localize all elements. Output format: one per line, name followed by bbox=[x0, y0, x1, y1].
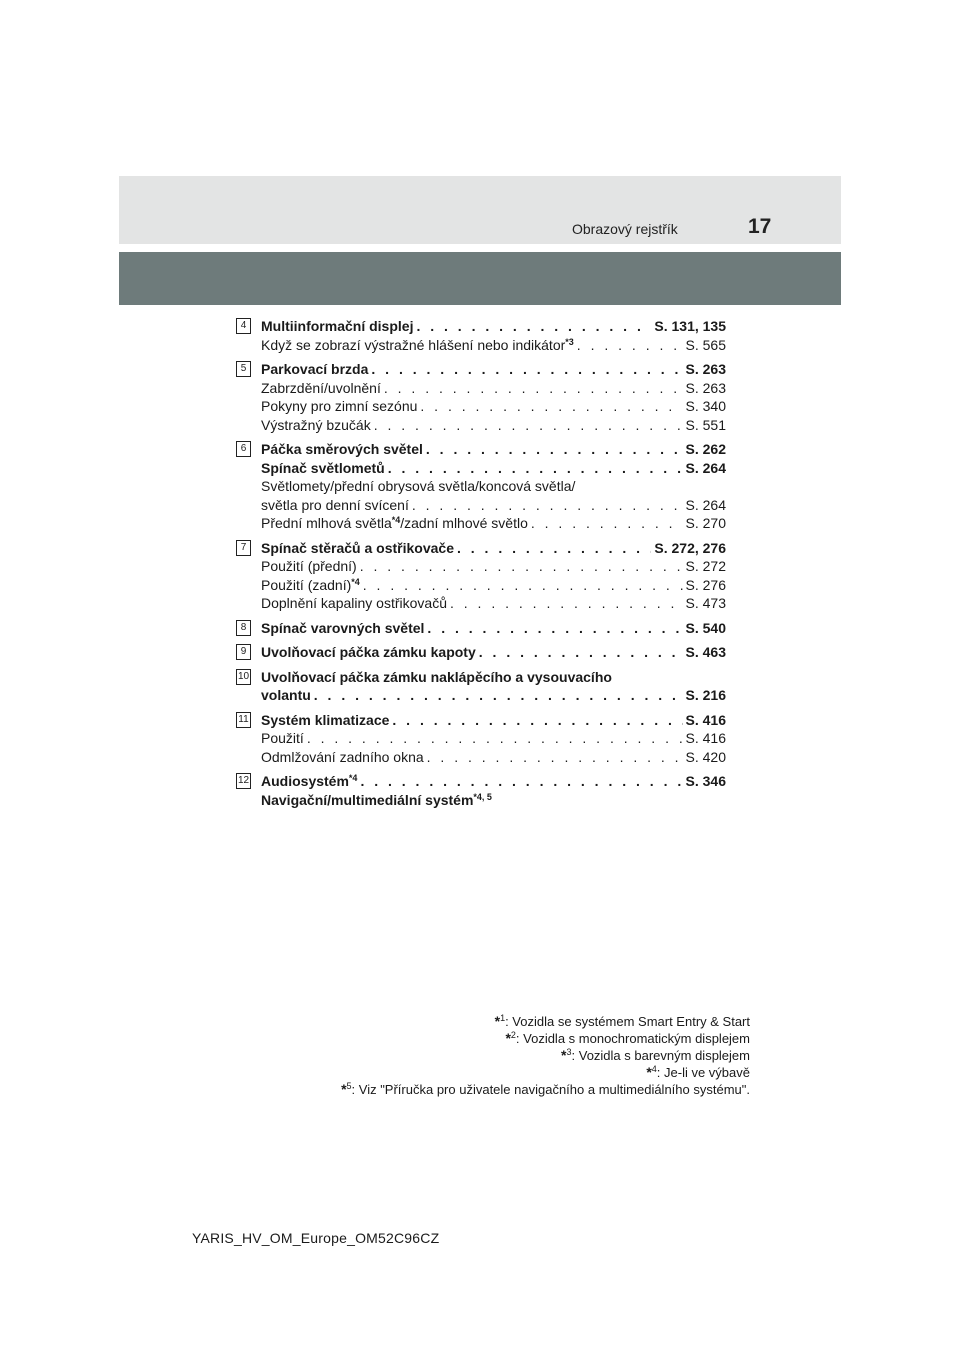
index-section bbox=[236, 360, 726, 434]
entry-text: Parkovací brzda bbox=[261, 361, 369, 377]
entry-text: Použití (zadní) bbox=[261, 576, 352, 593]
leader-dots bbox=[360, 772, 682, 791]
entry-text: Výstražný bzučák bbox=[261, 416, 371, 433]
entry-label bbox=[261, 317, 413, 336]
index-entry[interactable] bbox=[261, 643, 726, 662]
leader-dots bbox=[427, 619, 682, 638]
entry-label bbox=[261, 514, 528, 533]
page-number: 17 bbox=[748, 215, 772, 238]
index-entry[interactable] bbox=[261, 711, 726, 730]
index-subentry[interactable] bbox=[261, 496, 726, 515]
footnote-text: : Vozidla s barevným displejem bbox=[571, 1048, 750, 1063]
entry-label bbox=[261, 539, 454, 558]
leader-dots bbox=[416, 317, 651, 336]
page-reference: S. 216 bbox=[685, 687, 726, 703]
page-reference: S. 263 bbox=[685, 361, 726, 377]
footnote-text: : Je-li ve výbavě bbox=[656, 1065, 750, 1080]
page-reference: S. 262 bbox=[685, 441, 726, 457]
footnote-asterisk: * bbox=[505, 1030, 511, 1046]
index-section bbox=[236, 440, 726, 533]
page-reference: S. 473 bbox=[685, 595, 726, 611]
entry-text: Uvolňovací páčka zámku naklápěcího a vysouvacího bbox=[261, 668, 612, 685]
footnote-text: : Vozidla s monochromatickým displejem bbox=[515, 1031, 750, 1046]
header-band bbox=[119, 176, 841, 244]
entry-text: Použití bbox=[261, 730, 304, 746]
index-entry[interactable] bbox=[261, 360, 726, 379]
entry-text: Multiinformační displej bbox=[261, 318, 414, 334]
entry-label bbox=[261, 496, 409, 515]
entry-text: Pokyny pro zimní sezónu bbox=[261, 398, 418, 414]
entry-label bbox=[261, 477, 575, 496]
entry-label bbox=[261, 336, 574, 355]
footnote-ref: *4 bbox=[348, 773, 358, 783]
leader-dots bbox=[531, 514, 683, 533]
footnote-number: 2 bbox=[510, 1030, 516, 1040]
entry-label bbox=[261, 729, 304, 748]
footnote bbox=[341, 1081, 750, 1098]
entry-text: Spínač varovných světel bbox=[261, 619, 425, 636]
index-subentry[interactable] bbox=[261, 379, 726, 398]
page-reference: S. 551 bbox=[685, 416, 726, 433]
leader-dots bbox=[307, 729, 683, 748]
leader-dots bbox=[371, 360, 682, 379]
index-entry[interactable] bbox=[261, 668, 726, 687]
entry-text: Uvolňovací páčka zámku kapoty bbox=[261, 644, 476, 660]
section-number-badge: 9 bbox=[236, 644, 251, 660]
entry-label bbox=[261, 360, 368, 379]
document-code: YARIS_HV_OM_Europe_OM52C96CZ bbox=[192, 1230, 440, 1246]
footnote bbox=[341, 1030, 750, 1047]
entry-label bbox=[261, 711, 389, 730]
footnote bbox=[341, 1047, 750, 1064]
leader-dots bbox=[412, 496, 683, 515]
page-reference: S. 416 bbox=[685, 730, 726, 746]
section-number-badge: 8 bbox=[236, 620, 251, 636]
entry-text: Doplnění kapaliny ostřikovačů bbox=[261, 595, 447, 611]
index-entry[interactable] bbox=[261, 619, 726, 638]
entry-text: Zabrzdění/uvolnění bbox=[261, 379, 381, 396]
entry-text: volantu bbox=[261, 687, 311, 703]
entry-label bbox=[261, 440, 423, 459]
index-subentry[interactable] bbox=[261, 557, 726, 576]
footnote bbox=[341, 1013, 750, 1030]
page-reference: S. 276 bbox=[685, 576, 726, 593]
footnote-text: : Viz "Příručka pro uživatele navigačního a multimediálního systému". bbox=[351, 1082, 750, 1097]
page-reference: S. 272 bbox=[685, 558, 726, 574]
entry-text: Světlomety/přední obrysová světla/koncová světla/ bbox=[261, 478, 576, 494]
index-subentry[interactable] bbox=[261, 397, 726, 416]
entry-label bbox=[261, 557, 357, 576]
leader-dots bbox=[457, 539, 651, 558]
index-subentry[interactable] bbox=[261, 748, 726, 767]
index-subentry[interactable] bbox=[261, 594, 726, 613]
leader-dots bbox=[392, 711, 682, 730]
entry-text: Páčka směrových světel bbox=[261, 441, 423, 457]
footnote-number: 4 bbox=[651, 1064, 657, 1074]
section-number-badge: 11 bbox=[236, 712, 251, 728]
page-reference: S. 264 bbox=[685, 459, 726, 476]
index-entry[interactable] bbox=[261, 772, 726, 791]
entry-label bbox=[261, 791, 492, 810]
index-subentry[interactable] bbox=[261, 576, 726, 595]
page-reference: S. 346 bbox=[685, 773, 726, 789]
index-section bbox=[236, 317, 726, 354]
leader-dots bbox=[450, 594, 683, 613]
footnote-number: 3 bbox=[566, 1047, 572, 1057]
index-entry[interactable] bbox=[261, 459, 726, 478]
entry-label bbox=[261, 459, 385, 478]
leader-dots bbox=[479, 643, 683, 662]
page-reference: S. 540 bbox=[685, 619, 726, 636]
entry-label bbox=[261, 594, 447, 613]
page-reference: S. 565 bbox=[685, 336, 726, 353]
entry-label bbox=[261, 397, 417, 416]
section-number-badge: 4 bbox=[236, 318, 251, 334]
entry-label bbox=[261, 416, 371, 435]
page-reference: S. 131, 135 bbox=[654, 318, 726, 334]
leader-dots bbox=[374, 416, 683, 435]
footnote-asterisk: * bbox=[341, 1081, 347, 1097]
section-number-badge: 5 bbox=[236, 361, 251, 377]
leader-dots bbox=[427, 748, 683, 767]
section-number-badge: 7 bbox=[236, 540, 251, 556]
page-reference: S. 264 bbox=[685, 496, 726, 513]
page-reference: S. 463 bbox=[685, 644, 726, 660]
entry-label bbox=[261, 686, 311, 705]
index-subentry[interactable] bbox=[261, 729, 726, 748]
leader-dots bbox=[577, 336, 683, 355]
index-entry[interactable] bbox=[261, 791, 726, 810]
index-entry[interactable] bbox=[261, 440, 726, 459]
entry-text: Spínač stěračů a ostřikovače bbox=[261, 539, 454, 556]
leader-dots bbox=[363, 576, 683, 595]
entry-text: Systém klimatizace bbox=[261, 711, 390, 728]
index-section bbox=[236, 711, 726, 767]
page-reference: S. 340 bbox=[685, 398, 726, 414]
footnote bbox=[341, 1064, 750, 1081]
index-entry[interactable] bbox=[261, 539, 726, 558]
index-section bbox=[236, 643, 726, 662]
page-reference: S. 416 bbox=[685, 711, 726, 728]
section-number-badge: 12 bbox=[236, 773, 251, 789]
entry-label bbox=[261, 668, 612, 687]
index-subentry[interactable] bbox=[261, 416, 726, 435]
leader-dots bbox=[426, 440, 683, 459]
section-number-badge: 10 bbox=[236, 669, 251, 685]
entry-label bbox=[261, 576, 360, 595]
index-section bbox=[236, 539, 726, 613]
entry-text: Přední mlhová světla bbox=[261, 515, 392, 531]
leader-dots bbox=[420, 397, 682, 416]
footnote-ref: *4 bbox=[351, 576, 360, 587]
entry-text: Spínač světlometů bbox=[261, 459, 385, 476]
footnote-ref: *4 bbox=[391, 515, 401, 525]
index-subentry[interactable] bbox=[261, 336, 726, 355]
entry-text: Použití (přední) bbox=[261, 558, 357, 574]
index-subentry[interactable] bbox=[261, 514, 726, 533]
page-reference: S. 263 bbox=[685, 379, 726, 396]
footnote-text: : Vozidla se systémem Smart Entry & Start bbox=[505, 1014, 750, 1029]
entry-label bbox=[261, 643, 476, 662]
entry-text-continued: /zadní mlhové světlo bbox=[400, 515, 528, 531]
index-entry[interactable] bbox=[261, 317, 726, 336]
section-number-badge: 6 bbox=[236, 441, 251, 457]
page-reference: S. 420 bbox=[685, 748, 726, 765]
leader-dots bbox=[314, 686, 683, 705]
index-entry[interactable] bbox=[261, 686, 726, 705]
entry-label bbox=[261, 619, 424, 638]
entry-text: Když se zobrazí výstražné hlášení nebo indikátor bbox=[261, 336, 566, 353]
index-section bbox=[236, 619, 726, 638]
entry-label bbox=[261, 748, 424, 767]
footnote-number: 1 bbox=[500, 1013, 506, 1023]
entry-label bbox=[261, 772, 357, 791]
footnote-asterisk: * bbox=[494, 1013, 501, 1029]
index-list bbox=[236, 317, 726, 815]
entry-label bbox=[261, 379, 381, 398]
entry-text: světla pro denní svícení bbox=[261, 496, 409, 513]
leader-dots bbox=[388, 459, 683, 478]
footnote-ref: *4, 5 bbox=[473, 791, 492, 802]
leader-dots bbox=[360, 557, 683, 576]
page-reference: S. 270 bbox=[685, 515, 726, 531]
footnote-ref: *3 bbox=[565, 336, 574, 347]
footnote-asterisk: * bbox=[561, 1047, 567, 1063]
entry-text: Navigační/multimediální systém bbox=[261, 791, 474, 808]
header-dark-bar bbox=[119, 252, 841, 305]
entry-text: Audiosystém bbox=[261, 773, 349, 789]
leader-dots bbox=[384, 379, 683, 398]
index-subentry[interactable] bbox=[261, 477, 726, 496]
page-reference: S. 272, 276 bbox=[654, 539, 726, 556]
footnotes bbox=[341, 1013, 750, 1098]
section-title: Obrazový rejstřík bbox=[572, 221, 678, 237]
index-section bbox=[236, 668, 726, 705]
index-section bbox=[236, 772, 726, 809]
entry-text: Odmlžování zadního okna bbox=[261, 748, 424, 765]
footnote-asterisk: * bbox=[646, 1064, 652, 1080]
footnote-number: 5 bbox=[346, 1081, 352, 1091]
